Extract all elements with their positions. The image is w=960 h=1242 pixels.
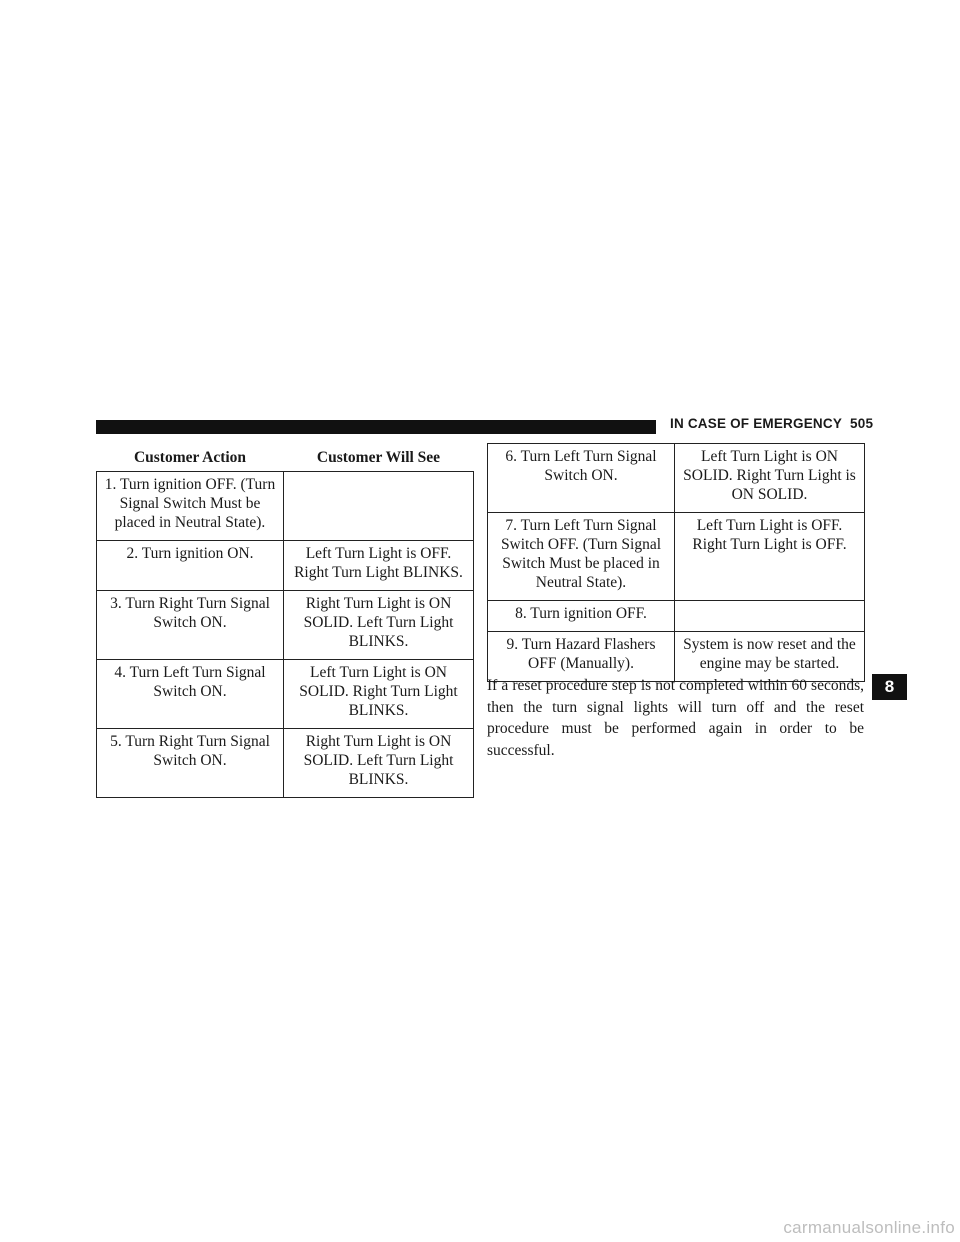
reset-procedure-table-part-2 [487,443,865,682]
chapter-tab: 8 [872,674,907,700]
step-action: 2. Turn ignition ON. [97,541,284,591]
step-action: 9. Turn Hazard Flashers OFF (Manually). [488,632,675,682]
table-row [97,729,474,798]
step-result: System is now reset and the engine may be started. [675,632,865,682]
step-result: Left Turn Light is ON SOLID. Right Turn Light BLINKS. [284,660,474,729]
table-row [488,632,865,682]
table-row [488,601,865,632]
step-result [284,472,474,541]
column-header-customer-will-see: Customer Will See [284,445,474,472]
table-row [97,472,474,541]
step-result: Right Turn Light is ON SOLID. Left Turn Light BLINKS. [284,591,474,660]
table-row [488,513,865,601]
step-result: Left Turn Light is OFF. Right Turn Light BLINKS. [284,541,474,591]
table-row [97,660,474,729]
step-action: 8. Turn ignition OFF. [488,601,675,632]
reset-timeout-note: If a reset procedure step is not completed within 60 seconds, then the turn signal lights will turn off and the reset procedure must be performed again in order to be successful. [487,677,864,759]
step-result: Left Turn Light is ON SOLID. Right Turn Light is ON SOLID. [675,444,865,513]
column-header-customer-action: Customer Action [97,445,284,472]
reset-procedure-table-part-1 [96,445,474,798]
step-result: Left Turn Light is OFF. Right Turn Light is OFF. [675,513,865,601]
step-result: Right Turn Light is ON SOLID. Left Turn Light BLINKS. [284,729,474,798]
running-header [670,416,874,431]
step-action: 4. Turn Left Turn Signal Switch ON. [97,660,284,729]
section-title: IN CASE OF EMERGENCY [670,416,843,431]
header-rule [96,420,656,434]
table-row [97,591,474,660]
step-action: 6. Turn Left Turn Signal Switch ON. [488,444,675,513]
step-action: 1. Turn ignition OFF. (Turn Signal Switch Must be placed in Neutral State). [97,472,284,541]
watermark: carmanualsonline.info [783,1218,955,1237]
table-row [488,444,865,513]
table-header-row [97,445,474,472]
step-action: 5. Turn Right Turn Signal Switch ON. [97,729,284,798]
page-number: 505 [850,416,874,431]
step-result [675,601,865,632]
step-action: 7. Turn Left Turn Signal Switch OFF. (Turn Signal Switch Must be placed in Neutral State). [488,513,675,601]
table-row [97,541,474,591]
step-action: 3. Turn Right Turn Signal Switch ON. [97,591,284,660]
